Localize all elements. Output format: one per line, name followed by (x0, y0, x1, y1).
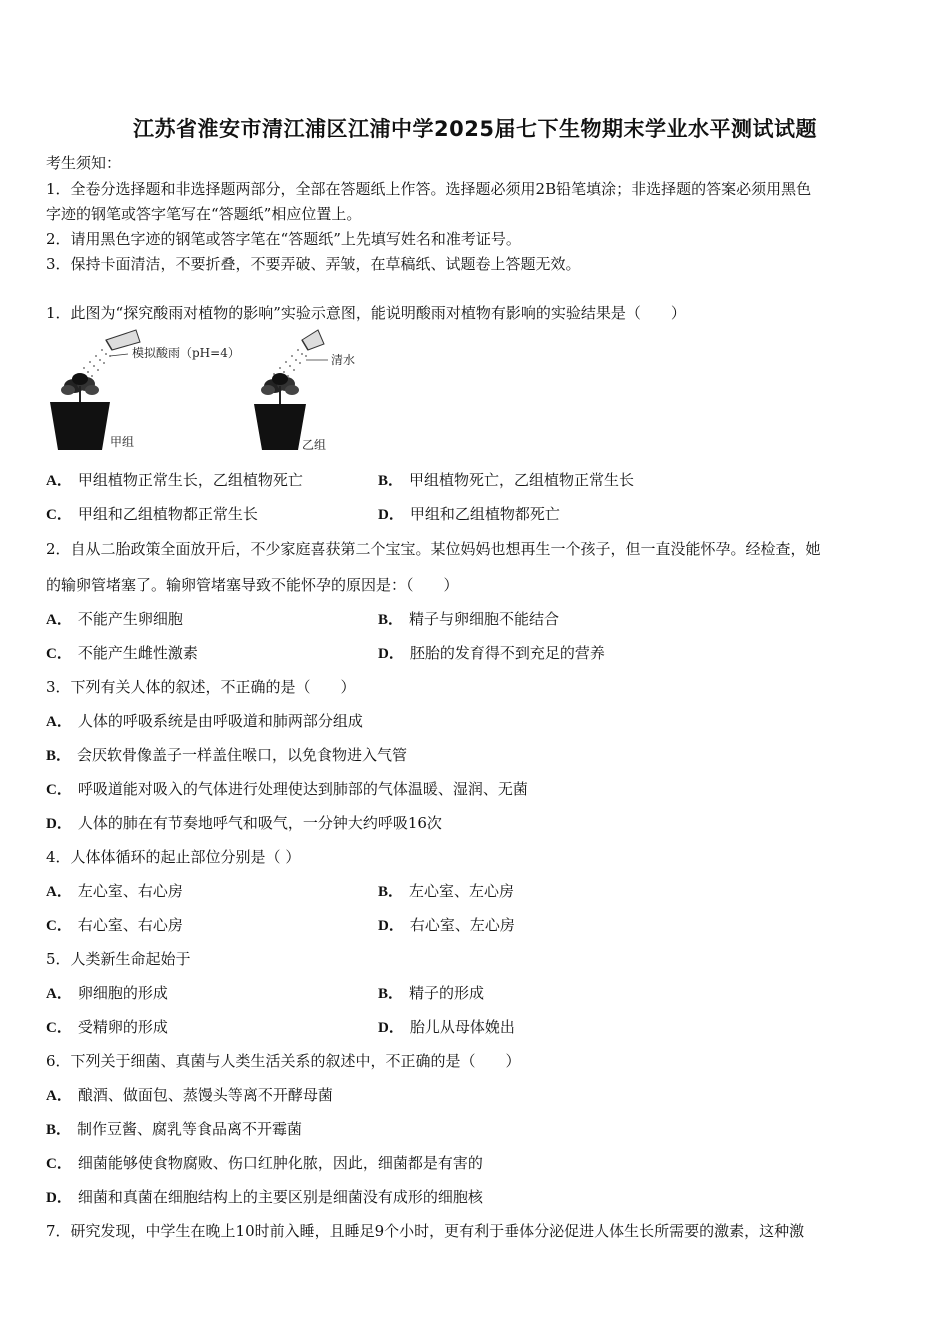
question-6-stem: 6．下列关于细菌、真菌与人类生活关系的叙述中，不正确的是（ ） (46, 1052, 521, 1070)
option-letter: C． (46, 1020, 72, 1036)
q5-option-c[interactable] (46, 1016, 168, 1037)
option-letter: C． (46, 782, 72, 798)
option-text: 甲组植物正常生长，乙组植物死亡 (77, 471, 303, 489)
option-text: 人体的肺在有节奏地呼气和吸气，一分钟大约呼吸16次 (77, 814, 442, 832)
option-text: 制作豆酱、腐乳等食品离不开霉菌 (77, 1120, 303, 1138)
question-4-stem: 4．人体体循环的起止部位分别是（ ） (46, 848, 301, 866)
plant-left (61, 373, 99, 402)
option-letter: A． (46, 612, 72, 628)
option-text: 不能产生雌性激素 (77, 644, 198, 662)
question-1-stem: 1．此图为“探究酸雨对植物的影响”实验示意图，能说明酸雨对植物有影响的实验结果是（ ） (46, 304, 686, 322)
q4-option-a[interactable] (46, 880, 183, 901)
q4-option-d[interactable] (378, 914, 515, 935)
q5-option-d[interactable] (378, 1016, 515, 1037)
plant-right (261, 373, 299, 404)
q4-option-c[interactable] (46, 914, 183, 935)
acid-rain-label: 模拟酸雨（pH=4） (132, 346, 240, 360)
q4-option-b[interactable] (378, 880, 514, 901)
q3-option-d[interactable] (46, 812, 442, 833)
q2-option-d[interactable] (378, 642, 605, 663)
option-text: 左心室、左心房 (409, 882, 515, 900)
option-text: 胚胎的发育得不到充足的营养 (409, 644, 605, 662)
pot-right (254, 404, 306, 450)
sprayer-icon-right (302, 330, 324, 350)
notice-item-1: 1．全卷分选择题和非选择题两部分，全部在答题纸上作答。选择题必须用2B铅笔填涂；非选择题的答案必须用黑色 (46, 180, 812, 198)
acid-rain-experiment-figure (40, 326, 360, 456)
question-2-stem-cont: 的输卵管堵塞了。输卵管堵塞导致不能怀孕的原因是：（ ） (46, 576, 459, 594)
option-letter: D． (46, 816, 72, 832)
option-text: 甲组和乙组植物都死亡 (409, 505, 560, 523)
q1-option-a[interactable] (46, 469, 303, 490)
notice-heading: 考生须知： (46, 154, 122, 172)
option-text: 酿酒、做面包、蒸馒头等离不开酵母菌 (77, 1086, 333, 1104)
notice-item-1-cont: 字迹的钢笔或答字笔写在“答题纸”相应位置上。 (46, 205, 362, 223)
option-text: 细菌和真菌在细胞结构上的主要区别是细菌没有成形的细胞核 (77, 1188, 483, 1206)
option-text: 甲组和乙组植物都正常生长 (77, 505, 258, 523)
option-text: 人体的呼吸系统是由呼吸道和肺两部分组成 (77, 712, 363, 730)
q5-option-a[interactable] (46, 982, 168, 1003)
option-text: 右心室、右心房 (77, 916, 183, 934)
clean-water-label: 清水 (331, 353, 356, 367)
q6-option-d[interactable] (46, 1186, 483, 1207)
q6-option-a[interactable] (46, 1084, 333, 1105)
option-letter: B． (378, 612, 404, 628)
option-letter: D． (378, 646, 404, 662)
group-b-label: 乙组 (302, 438, 327, 452)
question-3-stem: 3．下列有关人体的叙述，不正确的是（ ） (46, 678, 356, 696)
exam-title: 江苏省淮安市清江浦区江浦中学2025届七下生物期末学业水平测试试题 (133, 117, 817, 141)
group-a-label: 甲组 (110, 435, 135, 449)
option-text: 右心室、左心房 (409, 916, 515, 934)
question-7-stem: 7．研究发现，中学生在晚上10时前入睡，且睡足9个小时，更有利于垂体分泌促进人体生长所需要的激素，这种激 (46, 1222, 805, 1240)
option-text: 胎儿从母体娩出 (409, 1018, 515, 1036)
q5-option-b[interactable] (378, 982, 484, 1003)
option-letter: D． (378, 1020, 404, 1036)
q3-option-b[interactable] (46, 744, 407, 765)
option-letter: A． (46, 1088, 72, 1104)
q1-option-c[interactable] (46, 503, 258, 524)
option-letter: D． (378, 507, 404, 523)
q3-option-c[interactable] (46, 778, 528, 799)
option-text: 精子的形成 (409, 984, 485, 1002)
option-letter: C． (46, 1156, 72, 1172)
question-5-stem: 5．人类新生命起始于 (46, 950, 191, 968)
option-letter: B． (46, 1122, 72, 1138)
option-letter: B． (378, 473, 404, 489)
question-2-stem: 2．自从二胎政策全面放开后，不少家庭喜获第二个宝宝。某位妈妈也想再生一个孩子，但一直没能怀孕。经检查，她 (46, 540, 821, 558)
q3-option-a[interactable] (46, 710, 363, 731)
option-letter: D． (46, 1190, 72, 1206)
option-letter: B． (378, 884, 404, 900)
q6-option-c[interactable] (46, 1152, 483, 1173)
option-text: 甲组植物死亡，乙组植物正常生长 (409, 471, 635, 489)
q2-option-c[interactable] (46, 642, 198, 663)
q1-option-b[interactable] (378, 469, 634, 490)
option-letter: B． (378, 986, 404, 1002)
q2-option-b[interactable] (378, 608, 559, 629)
option-letter: C． (46, 918, 72, 934)
option-letter: A． (46, 714, 72, 730)
option-letter: C． (46, 646, 72, 662)
option-letter: D． (378, 918, 404, 934)
option-text: 不能产生卵细胞 (77, 610, 183, 628)
option-text: 会厌软骨像盖子一样盖住喉口，以免食物进入气管 (77, 746, 408, 764)
option-text: 卵细胞的形成 (77, 984, 168, 1002)
option-text: 左心室、右心房 (77, 882, 183, 900)
q6-option-b[interactable] (46, 1118, 302, 1139)
option-letter: A． (46, 884, 72, 900)
option-text: 呼吸道能对吸入的气体进行处理使达到肺部的气体温暖、湿润、无菌 (77, 780, 528, 798)
option-text: 精子与卵细胞不能结合 (409, 610, 560, 628)
notice-item-2: 2．请用黑色字迹的钢笔或答字笔在“答题纸”上先填写姓名和准考证号。 (46, 230, 521, 248)
option-text: 受精卵的形成 (77, 1018, 168, 1036)
option-letter: B． (46, 748, 72, 764)
pot-left (50, 402, 110, 450)
notice-item-3: 3．保持卡面清洁，不要折叠，不要弄破、弄皱，在草稿纸、试题卷上答题无效。 (46, 255, 581, 273)
option-text: 细菌能够使食物腐败、伤口红肿化脓，因此，细菌都是有害的 (77, 1154, 483, 1172)
option-letter: C． (46, 507, 72, 523)
q1-option-d[interactable] (378, 503, 560, 524)
q2-option-a[interactable] (46, 608, 183, 629)
option-letter: A． (46, 986, 72, 1002)
option-letter: A． (46, 473, 72, 489)
